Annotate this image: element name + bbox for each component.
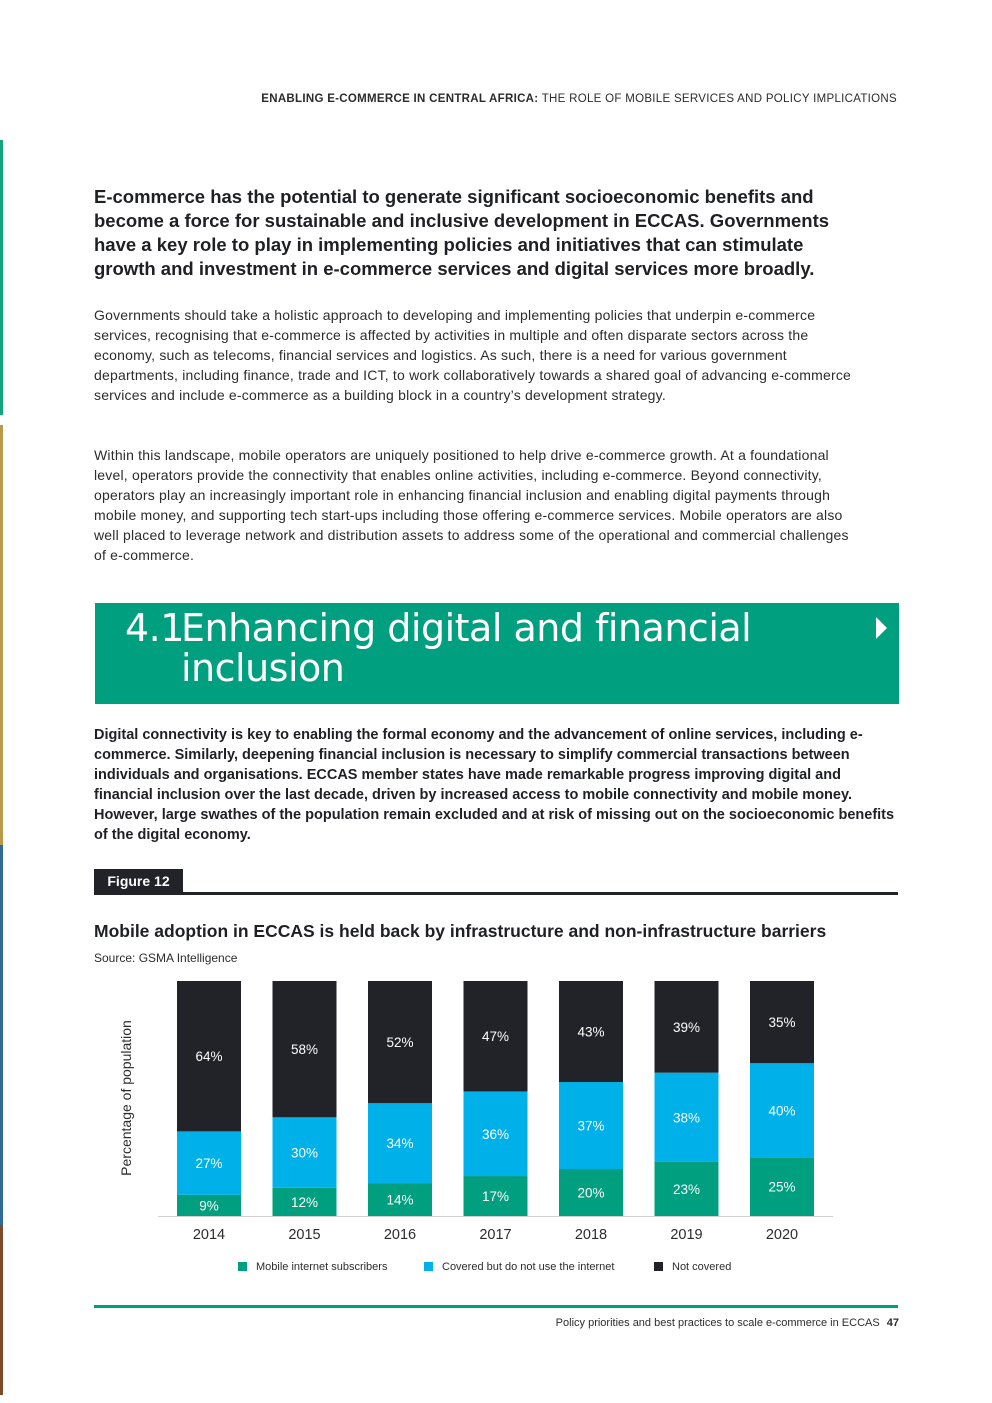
running-header-rest: THE ROLE OF MOBILE SERVICES AND POLICY IMPLICATIONS: [541, 93, 897, 105]
legend-swatch: [424, 1262, 433, 1271]
body-paragraph-1: Governments should take a holistic approach to developing and implementing policies that underpin e-commerce services, recognising that e-commerce is affected by activities in multiple and often disparate sectors across the economy, such as telecoms, financial services and logistics. As such, there is a need for various government departments, including finance, trade and ICT, to work collaboratively towards a shared goal of advancing e-commerce services and include e-commerce as a building block in a country’s development strategy.: [94, 307, 852, 403]
data-label: 38%: [672, 1110, 701, 1126]
figure-title: Mobile adoption in ECCAS is held back by infrastructure and non-infrastructure barriers: [94, 921, 827, 941]
data-label: 35%: [768, 1015, 796, 1031]
footer: [556, 1317, 899, 1329]
data-label: 12%: [290, 1194, 319, 1210]
body-paragraph-2: Within this landscape, mobile operators are uniquely positioned to help drive e-commerce growth. At a foundational level, operators provide the connectivity that enables online activities, including e-commerce. Beyond connectivity, operators play an increasingly important role in enhancing financial inclusion and enabling digital payments through mobile money, and supporting tech start-ups including those offering e-commerce services. Mobile operators are also well placed to leverage network and distribution assets to address some of the operational and commercial challenges of e-commerce.: [94, 447, 849, 563]
section-number: 4.1: [125, 606, 184, 650]
footer-title: Policy priorities and best practices to scale e-commerce in ECCAS: [555, 1317, 880, 1329]
section-intro: Digital connectivity is key to enabling the formal economy and the advancement of online services, including e-commerce. Similarly, deepening financial inclusion is necessary to simplify commercial transactions between individuals and organisations. ECCAS member states have made remarkable progress improving digital and financial inclusion over the last decade, driven by increased access to mobile connectivity and mobile money. However, large swathes of the population remain excluded and at risk of missing out on the socioeconomic benefits of the digital economy.: [94, 727, 895, 843]
legend-label: Mobile internet subscribers: [256, 1261, 388, 1273]
data-label: 25%: [768, 1179, 796, 1195]
data-label: 30%: [290, 1145, 319, 1161]
data-label: 43%: [577, 1024, 605, 1040]
x-tick-label: 2015: [288, 1227, 321, 1243]
data-label: 37%: [577, 1118, 605, 1134]
data-label: 20%: [577, 1185, 605, 1201]
legend-item: [424, 1261, 614, 1273]
legend-label: Covered but do not use the internet: [442, 1261, 615, 1273]
data-label: 34%: [386, 1136, 414, 1152]
lead-paragraph: E-commerce has the potential to generate significant socioeconomic benefits and become a force for sustainable and inclusive development in ECCAS. Governments have a key role to play in implementing policies and initiatives that can stimulate growth and investment in e-commerce services and digital services more broadly.: [94, 186, 830, 279]
section-title: Enhancing digital and financial inclusion: [181, 606, 752, 690]
data-label: 52%: [386, 1035, 414, 1051]
data-label: 9%: [199, 1198, 219, 1214]
x-tick-label: 2019: [670, 1227, 703, 1243]
data-label: 23%: [672, 1181, 701, 1197]
data-label: 47%: [481, 1029, 510, 1045]
x-tick-label: 2020: [765, 1227, 799, 1243]
data-label: 14%: [386, 1192, 414, 1208]
x-tick-label: 2017: [479, 1227, 512, 1243]
data-label: 39%: [672, 1019, 701, 1035]
legend-item: [654, 1261, 731, 1273]
data-label: 27%: [195, 1156, 223, 1172]
x-tick-label: 2018: [574, 1227, 608, 1243]
legend-label: Not covered: [672, 1261, 732, 1273]
running-header-bold: ENABLING E-COMMERCE IN CENTRAL AFRICA:: [261, 93, 539, 105]
footer-rule: [94, 1305, 898, 1308]
figure-source: Source: GSMA Intelligence: [94, 951, 238, 965]
legend-swatch: [654, 1262, 663, 1271]
y-axis-label: Percentage of population: [118, 1020, 134, 1176]
chart-legend: [0, 1261, 992, 1275]
data-label: 58%: [290, 1042, 319, 1058]
legend-item: [238, 1261, 387, 1273]
data-label: 17%: [481, 1189, 510, 1205]
data-label: 40%: [768, 1103, 796, 1119]
data-label: 36%: [481, 1126, 510, 1142]
page-number: 47: [886, 1317, 899, 1329]
legend-swatch: [238, 1262, 247, 1271]
data-label: 64%: [195, 1049, 223, 1065]
x-tick-label: 2014: [192, 1227, 226, 1243]
figure-label: Figure 12: [94, 869, 183, 894]
x-tick-label: 2016: [383, 1227, 417, 1243]
